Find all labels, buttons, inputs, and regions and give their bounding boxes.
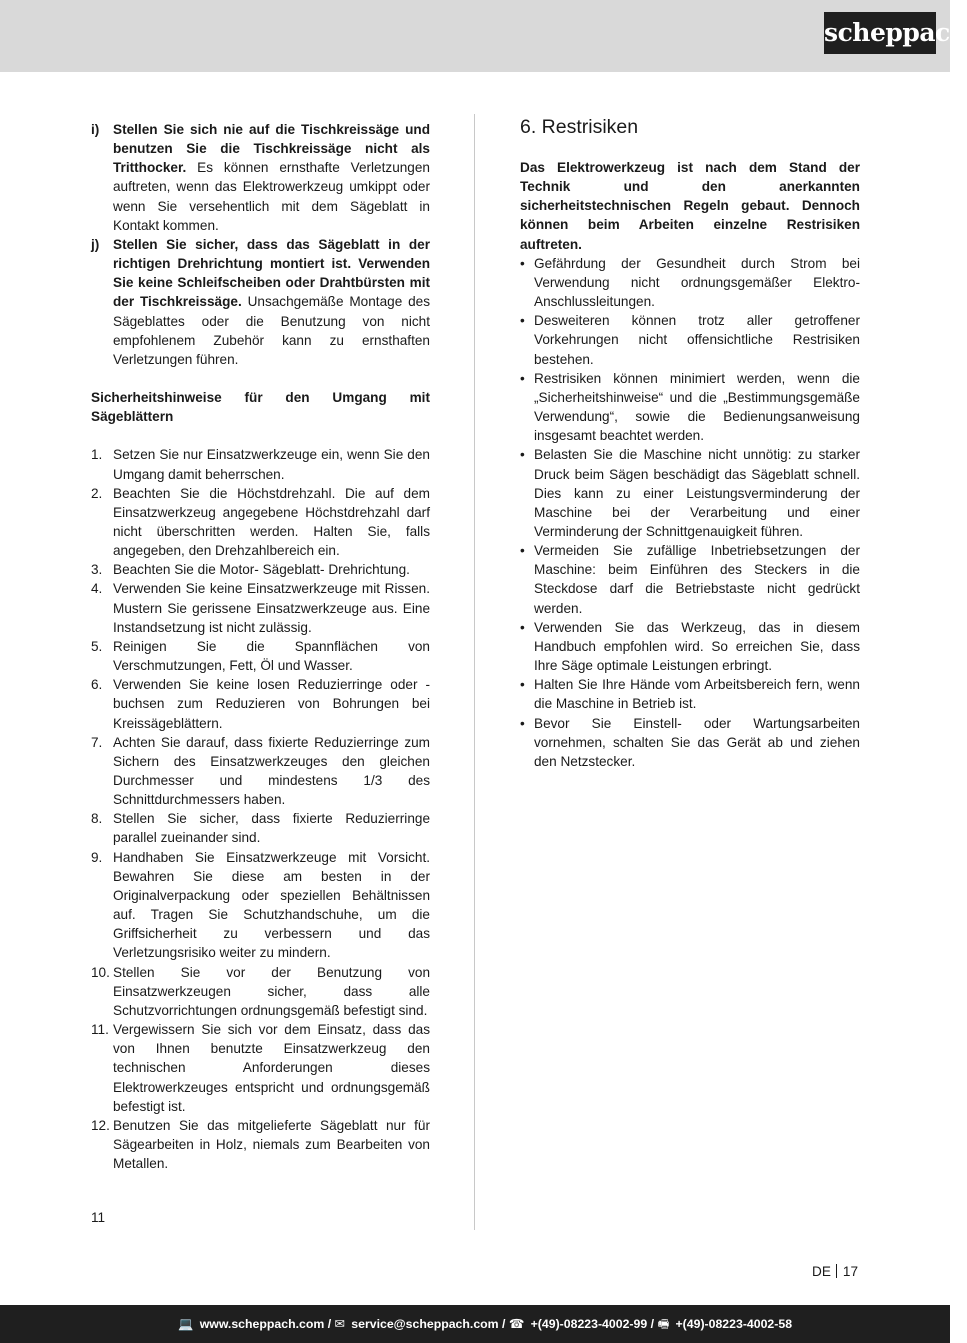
language-code: DE — [812, 1264, 831, 1279]
intro-paragraph: Das Elektrowerkzeug ist nach dem Stand der Technik und den anerkannten sicherheitstechnischen Regeln gebaut. Dennoch können beim Arbeiten einzelne Restrisiken auftreten. — [520, 160, 860, 252]
item-text: Beachten Sie die Motor- Sägeblatt- Drehrichtung. — [113, 562, 410, 578]
page-number: 17 — [842, 1264, 859, 1279]
bullet-dot: • — [520, 370, 525, 386]
fax-icon: 🖷 — [657, 1317, 670, 1331]
item-number: 2. — [91, 485, 103, 501]
fax-number: +(49)-08223-4002-58 — [675, 1317, 793, 1331]
phone-icon: ☎ — [508, 1317, 525, 1331]
item-number: 9. — [91, 849, 103, 865]
item-text: Handhaben Sie Einsatzwerkzeuge mit Vorsicht. Bewahren Sie diese am besten in der Originalverpackung oder speziellen Behältnissen auf. Tragen Sie Schutzhandschuhe, um die Griffsicherheit zu verbessern und das Verletzungsrisiko weiter zu mindern. — [113, 849, 430, 961]
item-text: Reinigen Sie die Spannflächen von Verschmutzungen, Fett, Öl und Wasser. — [113, 638, 430, 674]
bullet-item — [520, 675, 860, 713]
computer-icon: 💻 — [177, 1317, 194, 1331]
numbered-item — [91, 579, 430, 636]
numbered-item — [91, 637, 430, 675]
page-number-left: 11 — [91, 1210, 106, 1225]
item-number: 1. — [91, 447, 103, 463]
item-text: Benutzen Sie das mitgelieferte Sägeblatt nur für Sägearbeiten in Holz, niemals zum Bearbeiten von Metallen. — [113, 1117, 430, 1172]
saw-blade-safety-heading: Sicherheitshinweise für den Umgang mit Sägeblättern — [91, 390, 430, 425]
website-link[interactable]: www.scheppach.com / — [199, 1317, 332, 1331]
bullet-item — [520, 618, 860, 675]
bullet-text: Vermeiden Sie zufällige Inbetriebsetzungen der Maschine: beim Einführen des Steckers in die Steckdose darf die Betriebstaste nicht gedrückt werden. — [534, 543, 860, 616]
section-heading: 6. Restrisiken — [520, 116, 639, 138]
header-band — [0, 0, 950, 72]
bullet-dot: • — [520, 715, 525, 731]
contact-footer — [0, 1305, 950, 1343]
bullet-text: Gefährdung der Gesundheit durch Strom bei Verwendung nicht ordnungsgemäßer Elektro-Anschlussleitungen. — [534, 255, 860, 310]
bullet-text: Restrisiken können minimiert werden, wenn die „Sicherheitshinweise“ und die „Bestimmungsgemäße Verwendung“, sowie die Bedienungsanweisung insgesamt beachtet werden. — [534, 370, 860, 444]
numbered-item — [91, 1020, 430, 1116]
bullet-item — [520, 445, 860, 541]
item-text: Stellen Sie sicher, dass fixierte Reduzierringe parallel zueinander sind. — [113, 811, 430, 846]
item-number: 3. — [91, 562, 103, 578]
item-number: 4. — [91, 581, 103, 597]
item-number: 6. — [91, 677, 103, 693]
page-separator — [836, 1264, 837, 1278]
bullet-item — [520, 714, 860, 771]
item-marker: i) — [91, 122, 100, 137]
item-text: Vergewissern Sie sich vor dem Einsatz, dass das von Ihnen benutzte Einsatzwerkzeug den technischen Anforderungen dieses Elektrowerkzeuges entspricht und ordnungsgemäß befestigt ist. — [113, 1022, 430, 1114]
email-icon: ✉ — [334, 1317, 345, 1331]
left-column — [91, 120, 430, 1173]
page-indicator — [812, 1264, 858, 1279]
bullet-text: Desweiteren können trotz aller getroffener Vorkehrungen nicht offensichtliche Restrisiken bestehen. — [534, 313, 860, 367]
bullet-text: Bevor Sie Einstell- oder Wartungsarbeiten vornehmen, schalten Sie das Gerät ab und ziehen den Netzstecker. — [534, 715, 860, 769]
scheppach-logo: scheppach — [824, 12, 936, 54]
item-text: Es können ernsthafte Verletzungen auftreten, wenn das Elektrowerkzeug umkippt oder wenn Sie versehentlich mit dem Sägeblatt in Kontakt kommen. — [113, 160, 430, 233]
numbered-item — [91, 848, 430, 963]
item-number: 5. — [91, 638, 103, 654]
right-column — [520, 158, 860, 771]
numbered-item — [91, 1116, 430, 1173]
item-text: Unsachgemäße Montage des Sägeblattes oder die Benutzung von nicht empfohlenem Zubehör kann zu ernsthaften Verletzungen führen. — [113, 294, 430, 367]
bullet-dot: • — [520, 447, 525, 463]
numbered-item — [91, 963, 430, 1020]
bullet-text: Belasten Sie die Maschine nicht unnötig: zu starker Druck beim Sägen beschädigt das Sägeblatt schnell. Dies kann zu einer Leistungsverminderung der Maschine bei der Verarbeitung und einer Verminderung der Schnittgenauigkeit führen. — [534, 447, 860, 539]
item-text: Stellen Sie vor der Benutzung von Einsatzwerkzeugen sicher, dass alle Schutzvorrichtungen ordnungsgemäß befestigt sind. — [113, 964, 430, 1018]
bullet-item — [520, 254, 860, 311]
item-text: Verwenden Sie keine losen Reduzierringe oder -buchsen zum Reduzieren von Bohrungen bei Kreissägeblättern. — [113, 677, 430, 731]
numbered-list — [91, 445, 430, 1173]
item-lead: Stellen Sie sicher, dass das Sägeblatt in der richtigen Drehrichtung montiert ist. Verwenden Sie keine Schleifscheiben oder Drahtbürsten mit der Tischkreissäge. — [113, 236, 430, 310]
safety-item-j — [91, 235, 430, 369]
bullet-dot: • — [520, 619, 525, 635]
bullet-item — [520, 369, 860, 446]
item-marker: j) — [91, 236, 100, 252]
bullet-text: Verwenden Sie das Werkzeug, das in diesem Handbuch empfohlen wird. So erreichen Sie, dass Ihre Säge optimale Leistungen erbringt. — [534, 619, 860, 674]
bullet-dot: • — [520, 543, 525, 559]
item-text: Verwenden Sie keine Einsatzwerkzeuge mit Rissen. Mustern Sie gerissene Einsatzwerkzeuge aus. Eine Instandsetzung ist nicht zulässig. — [113, 581, 430, 635]
phone-number: +(49)-08223-4002-99 / — [530, 1317, 655, 1331]
item-number: 10. — [91, 964, 110, 980]
bullet-text: Halten Sie Ihre Hände vom Arbeitsbereich fern, wenn die Maschine in Betrieb ist. — [534, 677, 860, 712]
numbered-item — [91, 445, 430, 483]
item-lead: Stellen Sie sich nie auf die Tischkreissäge und benutzen Sie die Tischkreissäge nicht als Tritthocker. — [113, 122, 430, 176]
safety-item-i — [91, 120, 430, 235]
bullet-item — [520, 311, 860, 368]
numbered-item — [91, 675, 430, 732]
column-divider — [474, 114, 475, 1230]
item-number: 8. — [91, 811, 103, 827]
numbered-item — [91, 809, 430, 847]
numbered-item — [91, 484, 430, 561]
bullet-item — [520, 541, 860, 618]
item-number: 7. — [91, 734, 103, 750]
item-text: Setzen Sie nur Einsatzwerkzeuge ein, wenn Sie den Umgang damit beherrschen. — [113, 447, 430, 482]
item-text: Achten Sie darauf, dass fixierte Reduzierringe zum Sichern des Einsatzwerkzeuges den gleichen Durchmesser und mindestens 1/3 des Schnittdurchmessers haben. — [113, 734, 430, 808]
numbered-item — [91, 733, 430, 810]
bullet-list — [520, 254, 860, 771]
numbered-item — [91, 560, 430, 579]
bullet-dot: • — [520, 677, 525, 693]
email-link[interactable]: service@scheppach.com / — [351, 1317, 506, 1331]
item-number: 12. — [91, 1117, 110, 1133]
bullet-dot: • — [520, 255, 525, 271]
item-number: 11. — [91, 1022, 109, 1038]
bullet-dot: • — [520, 313, 525, 329]
item-text: Beachten Sie die Höchstdrehzahl. Die auf dem Einsatzwerkzeug angegebene Höchstdrehzahl darf nicht überschritten werden. Halten Sie, falls angegeben, den Drehzahlbereich ein. — [113, 485, 430, 559]
